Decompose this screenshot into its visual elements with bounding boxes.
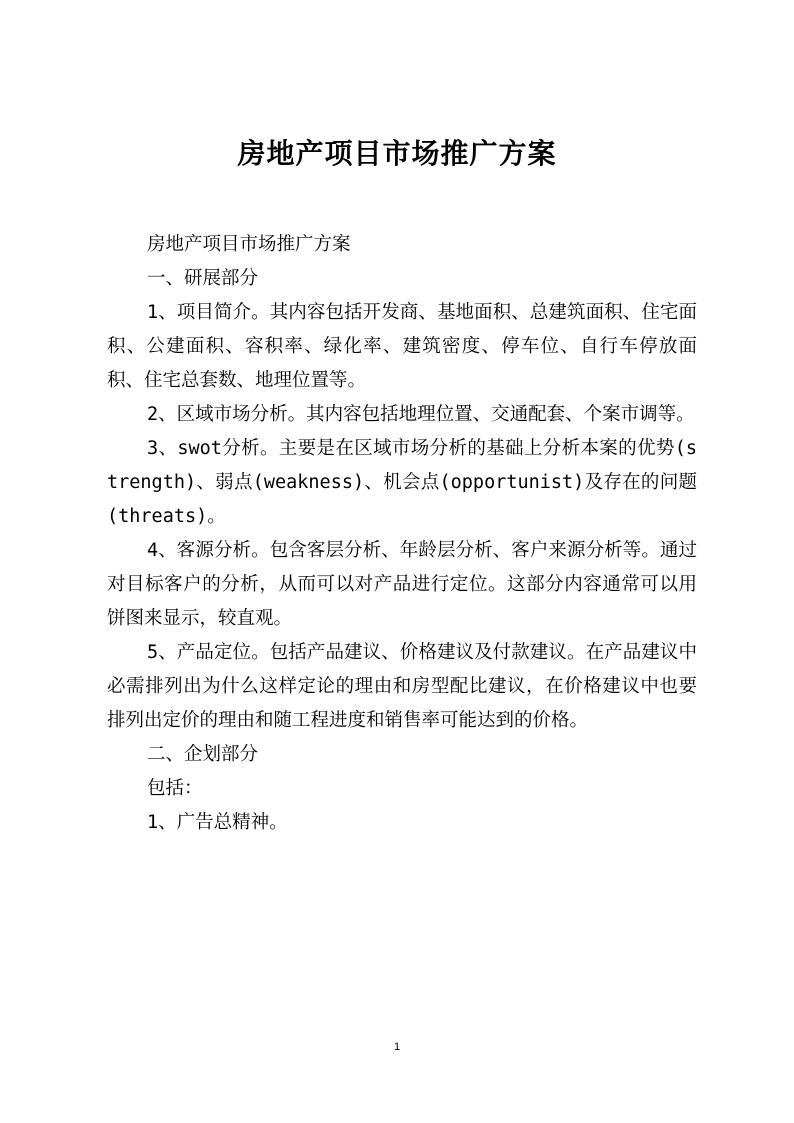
paragraph-swot: 3、swot分析。主要是在区域市场分析的基础上分析本案的优势(strength)、弱点(weakness)、机会点(opportunist)及存在的问题(threats)。: [107, 438, 697, 527]
paragraph-market-analysis: 2、区域市场分析。其内容包括地理位置、交通配套、个案市调等。: [147, 404, 695, 425]
paragraph-ad-spirit: 1、广告总精神。: [147, 812, 288, 833]
paragraph-customer-analysis: 4、客源分析。包含客层分析、年龄层分析、客户来源分析等。通过对目标客户的分析，从而可以对产品进行定位。这部分内容通常可以用饼图来显示，较直观。: [107, 540, 697, 629]
paragraph-product-positioning: 5、产品定位。包括产品建议、价格建议及付款建议。在产品建议中必需排列出为什么这样定论的理由和房型配比建议，在价格建议中也要排列出定价的理由和随工程进度和销售率可能达到的价格。: [107, 642, 697, 731]
document-title: 房地产项目市场推广方案: [237, 137, 557, 170]
document-body: [107, 228, 697, 840]
page-number: 1: [393, 1041, 401, 1053]
section-heading-planning: 二、企划部分: [147, 744, 259, 765]
paragraph-includes: 包括：: [147, 778, 203, 799]
section-heading-research: 一、研展部分: [147, 268, 259, 289]
paragraph-project-intro: 1、项目简介。其内容包括开发商、基地面积、总建筑面积、住宅面积、公建面积、容积率、绿化率、建筑密度、停车位、自行车停放面积、住宅总套数、地理位置等。: [107, 302, 697, 391]
paragraph-heading: 房地产项目市场推广方案: [147, 234, 351, 255]
